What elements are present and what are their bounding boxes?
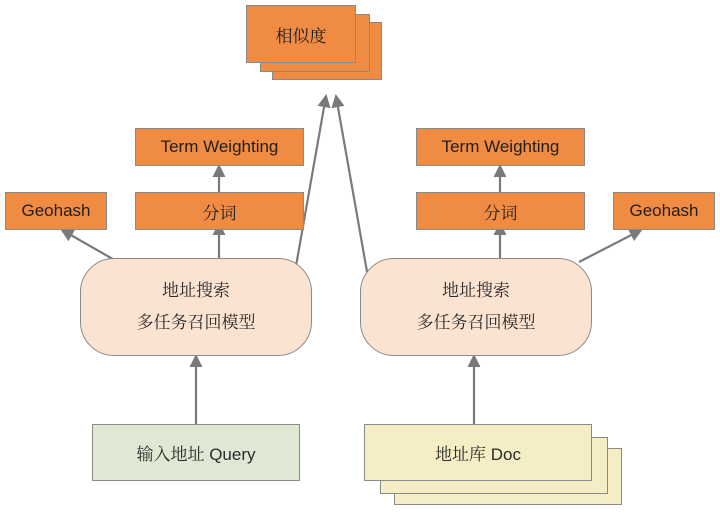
- doc-store-node[interactable]: [364, 424, 592, 481]
- left-recall-model-node[interactable]: [80, 258, 312, 356]
- segmentation-left-label: 分词: [202, 203, 237, 223]
- term-weighting-right-label: Term Weighting: [441, 137, 560, 156]
- term-weighting-right-node[interactable]: [416, 128, 585, 166]
- query-input-label: 输入地址 Query: [136, 445, 256, 464]
- edge-right-model-to-similarity: [336, 96, 372, 300]
- left-recall-model-line2: 多任务召回模型: [136, 313, 256, 332]
- left-recall-model-line1: 地址搜索: [162, 280, 230, 300]
- query-input-node[interactable]: [92, 424, 300, 481]
- segmentation-left-node[interactable]: [135, 192, 304, 230]
- similarity-label: 相似度: [275, 26, 327, 46]
- geohash-right-node[interactable]: [613, 192, 715, 230]
- right-recall-model-line1: 地址搜索: [442, 280, 510, 300]
- edge-right-model-to-geohash: [579, 230, 641, 262]
- geohash-left-node[interactable]: [5, 192, 107, 230]
- term-weighting-left-node[interactable]: [135, 128, 304, 166]
- geohash-right-label: Geohash: [629, 201, 699, 220]
- doc-store-label: 地址库 Doc: [435, 445, 521, 464]
- right-recall-model-node[interactable]: [360, 258, 592, 356]
- similarity-node[interactable]: [246, 5, 356, 63]
- right-recall-model-line2: 多任务召回模型: [416, 313, 536, 332]
- segmentation-right-node[interactable]: [416, 192, 585, 230]
- term-weighting-left-label: Term Weighting: [160, 137, 279, 156]
- segmentation-right-label: 分词: [483, 203, 518, 223]
- geohash-left-label: Geohash: [21, 201, 91, 220]
